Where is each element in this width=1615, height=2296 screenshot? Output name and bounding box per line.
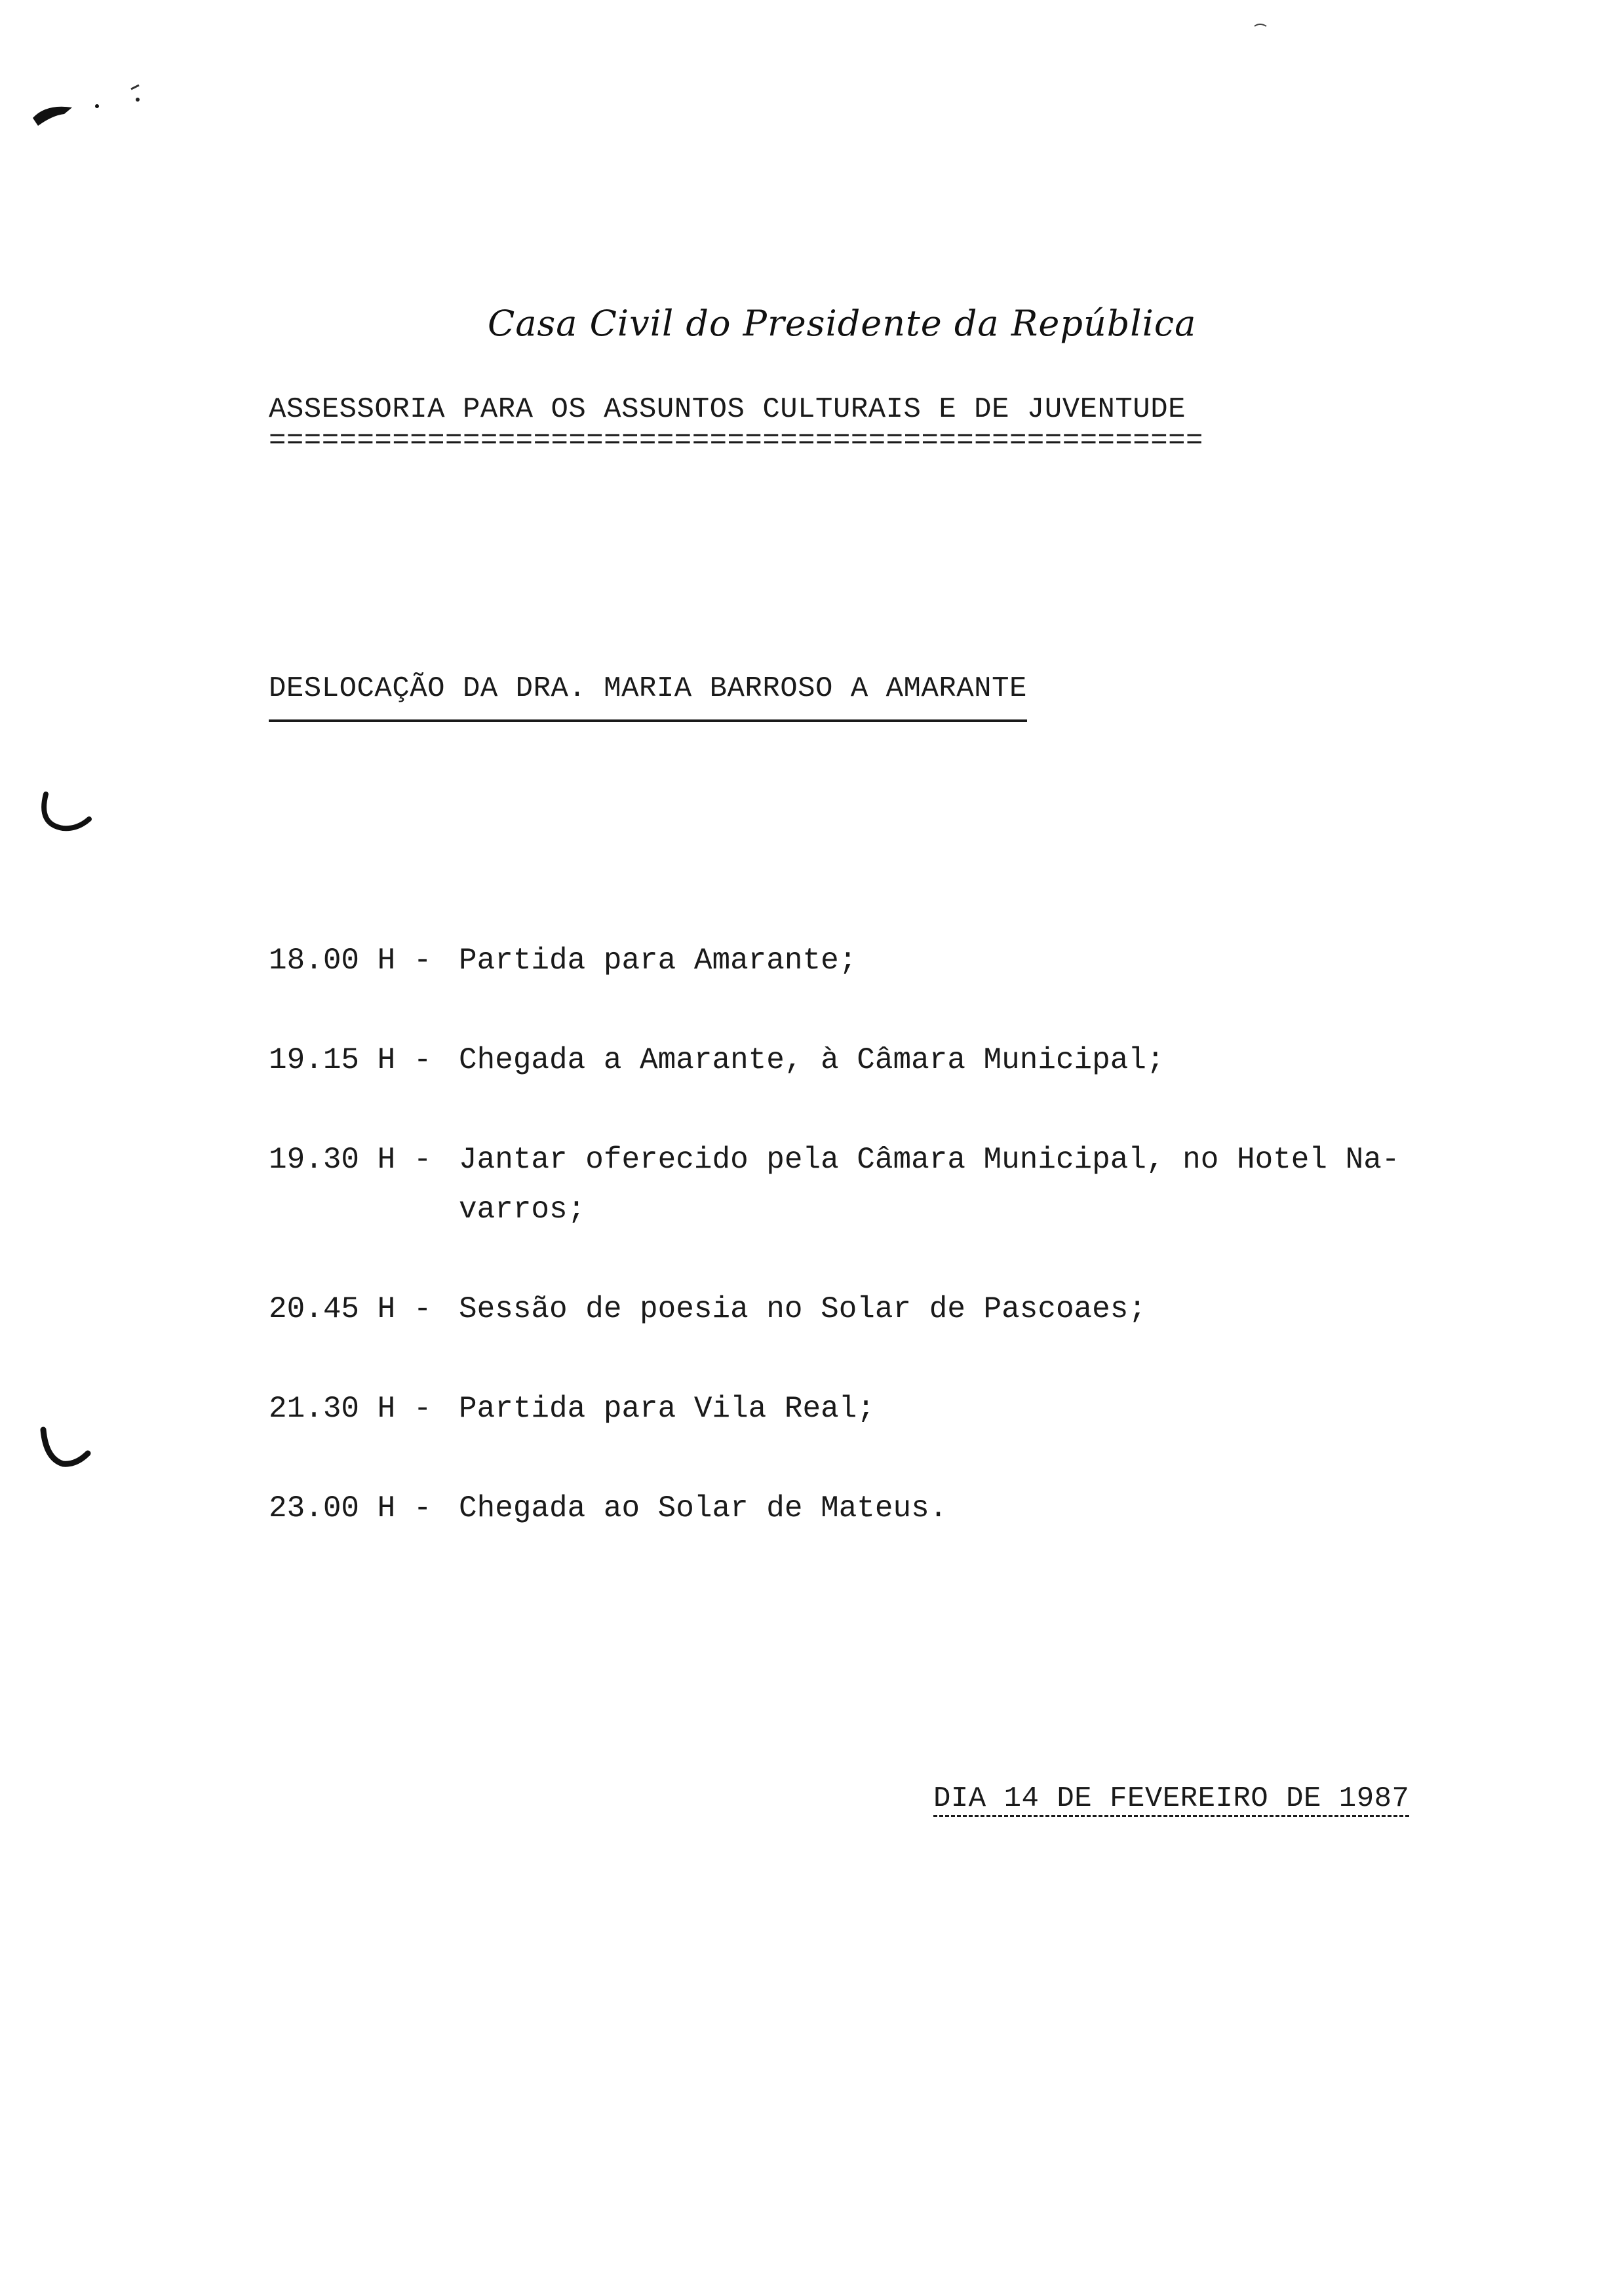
schedule-time: 21.30 H - xyxy=(269,1392,432,1426)
scan-smudge-mark xyxy=(26,66,144,138)
schedule-list xyxy=(269,936,1514,1583)
document-date: DIA 14 DE FEVEREIRO DE 1987 xyxy=(933,1782,1410,1815)
schedule-description: Sessão de poesia no Solar de Pascoaes; xyxy=(459,1292,1146,1326)
letterhead-signature: Casa Civil do Presidente da República xyxy=(488,303,1197,344)
schedule-time: 19.30 H - xyxy=(269,1143,432,1177)
document-title: DESLOCAÇÃO DA DRA. MARIA BARROSO A AMARANTE xyxy=(269,672,1027,722)
punch-hole-mark-bottom xyxy=(37,1422,96,1481)
schedule-entry xyxy=(269,1035,1514,1085)
schedule-time: 20.45 H - xyxy=(269,1292,432,1326)
schedule-entry xyxy=(269,1135,1514,1234)
schedule-time: 18.00 H - xyxy=(269,944,432,978)
tiny-speck-mark xyxy=(1252,18,1272,31)
schedule-entry xyxy=(269,1284,1514,1334)
schedule-time: 19.15 H - xyxy=(269,1043,432,1077)
schedule-description: Chegada a Amarante, à Câmara Municipal; xyxy=(459,1043,1165,1077)
department-double-rule: ===================================================== xyxy=(269,425,1203,457)
punch-hole-mark-top xyxy=(37,786,96,845)
schedule-description: Chegada ao Solar de Mateus. xyxy=(459,1491,948,1525)
schedule-entry xyxy=(269,1483,1514,1533)
schedule-description: Partida para Amarante; xyxy=(459,944,857,978)
schedule-time: 23.00 H - xyxy=(269,1491,432,1525)
schedule-entry xyxy=(269,1384,1514,1434)
schedule-description: Partida para Vila Real; xyxy=(459,1392,875,1426)
department-heading: ASSESSORIA PARA OS ASSUNTOS CULTURAIS E DE JUVENTUDE xyxy=(269,393,1186,426)
schedule-description: Jantar oferecido pela Câmara Municipal, no Hotel Na- varros; xyxy=(459,1143,1400,1227)
schedule-entry xyxy=(269,936,1514,985)
